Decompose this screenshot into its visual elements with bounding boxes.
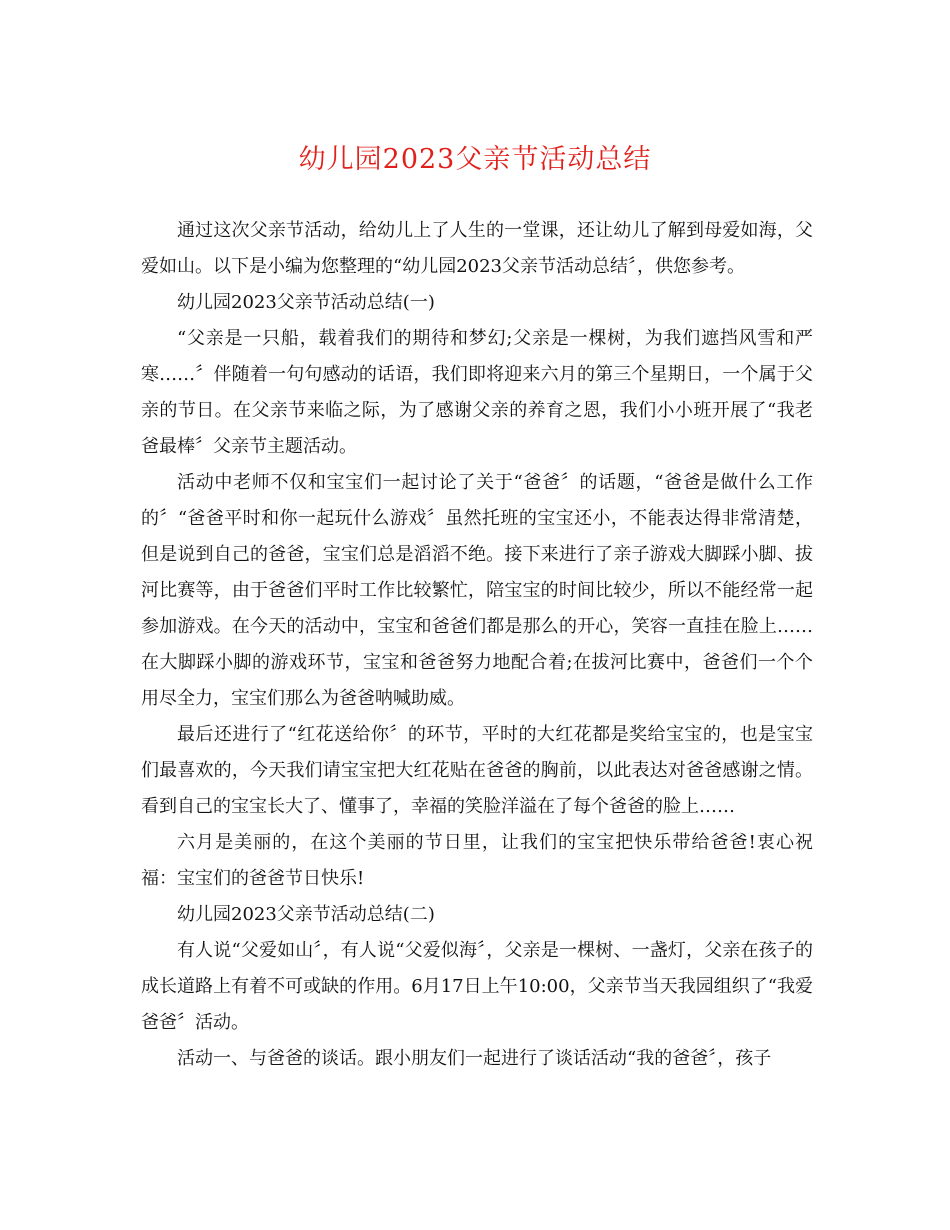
body-paragraph: “父亲是一只船，载着我们的期待和梦幻;父亲是一棵树，为我们遮挡风雪和严寒……〞伴随着一句句感动的话语，我们即将迎来六月的第三个星期日，一个属于父亲的节日。在父亲节来临之际，为了感谢父亲的养育之恩，我们小小班开展了“我老爸最棒〞父亲节主题活动。 — [141, 328, 813, 457]
body-paragraph: 最后还进行了“红花送给你〞的环节，平时的大红花都是奖给宝宝的，也是宝宝们最喜欢的，今天我们请宝宝把大红花贴在爸爸的胸前，以此表达对爸爸感谢之情。看到自己的宝宝长大了、懂事了，幸福的笑脸洋溢在了每个爸爸的脸上…… — [141, 724, 813, 817]
body-paragraph: 有人说“父爱如山〞，有人说“父爱似海〞，父亲是一棵树、一盏灯，父亲在孩子的成长道路上有着不可或缺的作用。6月17日上午10:00，父亲节当天我园组织了“我爱爸爸〞活动。 — [141, 940, 813, 1033]
body-paragraph: 活动一、与爸爸的谈话。跟小朋友们一起进行了谈话活动“我的爸爸〞，孩子 — [177, 1048, 772, 1069]
section-heading-2: 幼儿园2023父亲节活动总结(二) — [177, 904, 435, 925]
section-heading-1: 幼儿园2023父亲节活动总结(一) — [177, 292, 435, 313]
document-title: 幼儿园2023父亲节活动总结 — [298, 144, 652, 175]
document-body — [141, 213, 813, 1077]
body-paragraph: 活动中老师不仅和宝宝们一起讨论了关于“爸爸〞的话题，“爸爸是做什么工作的〞“爸爸平时和你一起玩什么游戏〞虽然托班的宝宝还小，不能表达得非常清楚，但是说到自己的爸爸，宝宝们总是滔滔不绝。接下来进行了亲子游戏大脚踩小脚、拔河比赛等，由于爸爸们平时工作比较繁忙，陪宝宝的时间比较少，所以不能经常一起参加游戏。在今天的活动中，宝宝和爸爸们都是那么的开心，笑容一直挂在脸上……在大脚踩小脚的游戏环节，宝宝和爸爸努力地配合着;在拔河比赛中，爸爸们一个个用尽全力，宝宝们那么为爸爸呐喊助威。 — [141, 472, 813, 709]
intro-paragraph: 通过这次父亲节活动，给幼儿上了人生的一堂课，还让幼儿了解到母爱如海，父爱如山。以下是小编为您整理的“幼儿园2023父亲节活动总结〞，供您参考。 — [141, 220, 813, 277]
body-paragraph: 六月是美丽的，在这个美丽的节日里，让我们的宝宝把快乐带给爸爸!衷心祝福：宝宝们的爸爸节日快乐! — [141, 832, 813, 889]
